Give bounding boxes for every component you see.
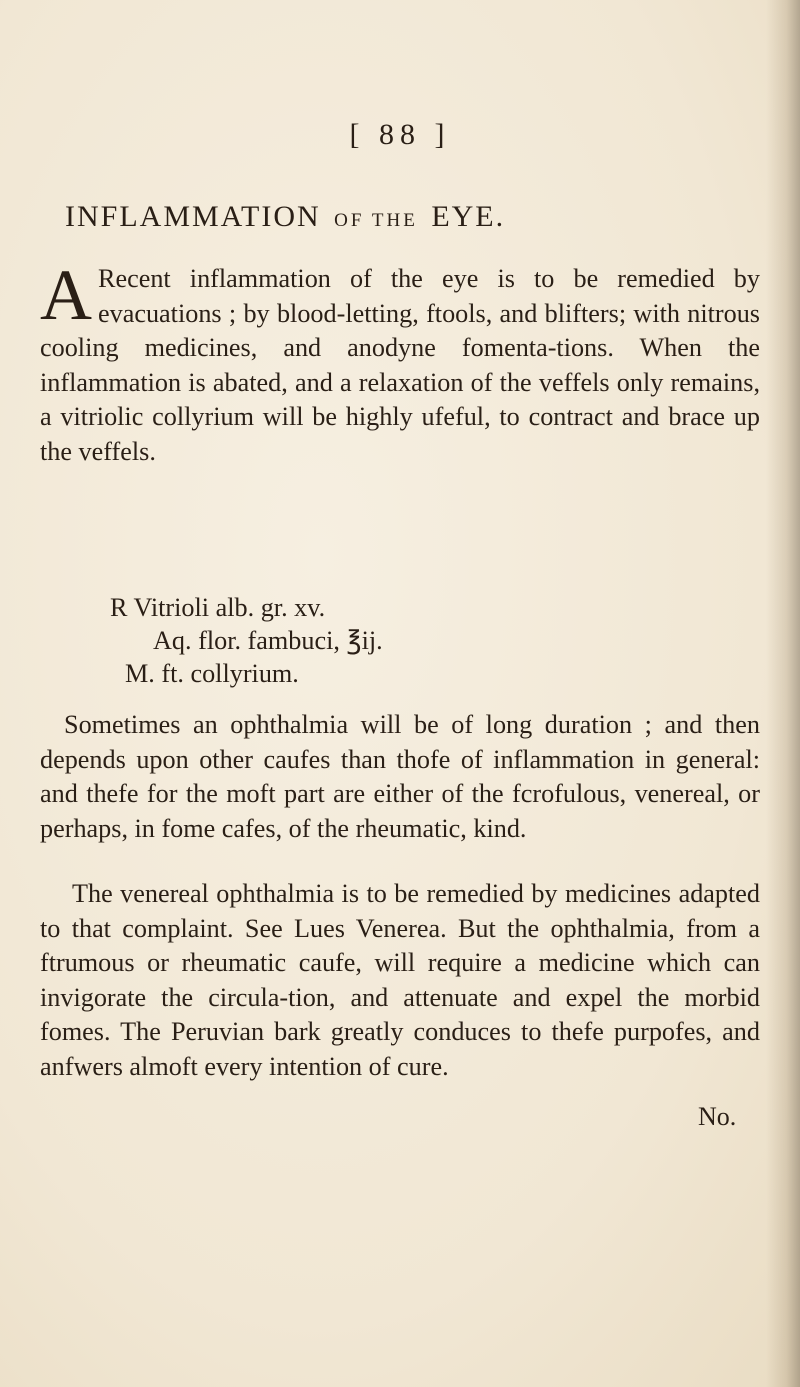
paragraph-3: The venereal ophthalmia is to be remedied by medicines adapted to that complaint. See Lues Venerea. But the ophthalmia, from a ftrumous or rheumatic caufe, will require a medicine which can invigorate the circula-tion, and attenuate and expel the morbid fomes. The Peruvian bark greatly conduces to thefe purpofes, and anfwers almoft every intention of cure. (40, 879, 760, 1081)
title-small: OF THE (334, 210, 418, 231)
chapter-title (65, 200, 505, 234)
paragraph-1-text: Recent inflammation of the eye is to be remedied by evacuations ; by blood-letting, ftools, and blifters; with nitrous cooling medicines, and anodyne fomenta-tions. When the inflammation is abated, and a relaxation of the veffels only remains, a vitriolic collyrium will be highly ufeful, to contract and brace up the veffels. (40, 264, 760, 466)
recipe-line-2: Aq. flor. fambuci, ℥ij. (153, 626, 383, 655)
page-edge-shadow (766, 0, 800, 1387)
recipe-line-3: M. ft. collyrium. (125, 659, 299, 688)
recipe-line-1: R Vitrioli alb. gr. xv. (110, 593, 326, 622)
drop-cap: A (40, 255, 92, 335)
catchword: No. (698, 1102, 737, 1131)
title-main-1: INFLAMMATION (65, 200, 321, 233)
title-main-2: EYE. (431, 200, 506, 233)
recipe-block (110, 591, 383, 690)
paragraph-1 (40, 255, 760, 470)
paragraph-2: Sometimes an ophthalmia will be of long duration ; and then depends upon other caufes than thofe of inflammation in general: and thefe for the moft part are either of the fcrofulous, venereal, or perhaps, in fome cafes, of the rheumatic, kind. (40, 710, 760, 843)
page-number: [ 88 ] (349, 118, 451, 151)
